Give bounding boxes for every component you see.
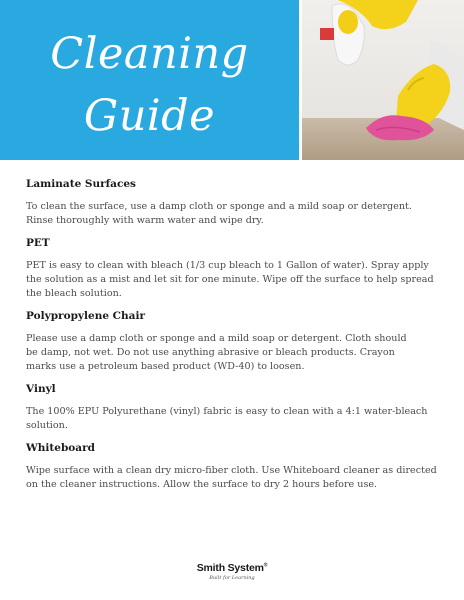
section-heading: PET	[26, 237, 50, 249]
section-heading: Polypropylene Chair	[26, 310, 145, 322]
section-body: The 100% EPU Polyurethane (vinyl) fabric is easy to clean with a 4:1 water-bleach solution.	[26, 406, 428, 431]
cleaning-photo-icon	[302, 0, 464, 160]
section-body: Please use a damp cloth or sponge and a mild soap or detergent. Cloth should be damp, not wet. Do not use anything abrasive or bleach products. Crayon marks use a petroleum based product (WD-40) to loosen.	[26, 333, 407, 372]
section-heading: Whiteboard	[26, 442, 95, 454]
page-title-line-1: Cleaning	[50, 29, 249, 79]
brand-logo	[0, 562, 464, 581]
section-laminate	[26, 178, 442, 228]
section-whiteboard	[26, 442, 442, 492]
section-heading: Laminate Surfaces	[26, 178, 136, 190]
brand-tagline: Built for Learning	[209, 575, 255, 581]
section-body: Wipe surface with a clean dry micro-fiber cloth. Use Whiteboard cleaner as directed on the cleaner instructions. Allow the surface to dry 2 hours before use.	[26, 465, 437, 490]
page-title-line-2: Guide	[83, 91, 216, 141]
cleaning-photo	[302, 0, 464, 160]
section-polypropylene	[26, 310, 442, 374]
section-body: To clean the surface, use a damp cloth or sponge and a mild soap or detergent. Rinse thoroughly with warm water and wipe dry.	[26, 201, 412, 226]
cleaning-instructions	[26, 178, 442, 501]
brand-name-text: Smith System	[196, 562, 264, 574]
section-body: PET is easy to clean with bleach (1/3 cup bleach to 1 Gallon of water). Spray apply the solution as a mist and let sit for one minute. Wipe off the surface to help spread the bleach solution.	[26, 260, 434, 299]
registered-mark: ®	[263, 562, 268, 569]
title-banner	[0, 0, 299, 160]
section-pet	[26, 237, 442, 301]
brand-name	[0, 562, 464, 574]
section-vinyl	[26, 383, 442, 433]
section-heading: Vinyl	[26, 383, 56, 395]
